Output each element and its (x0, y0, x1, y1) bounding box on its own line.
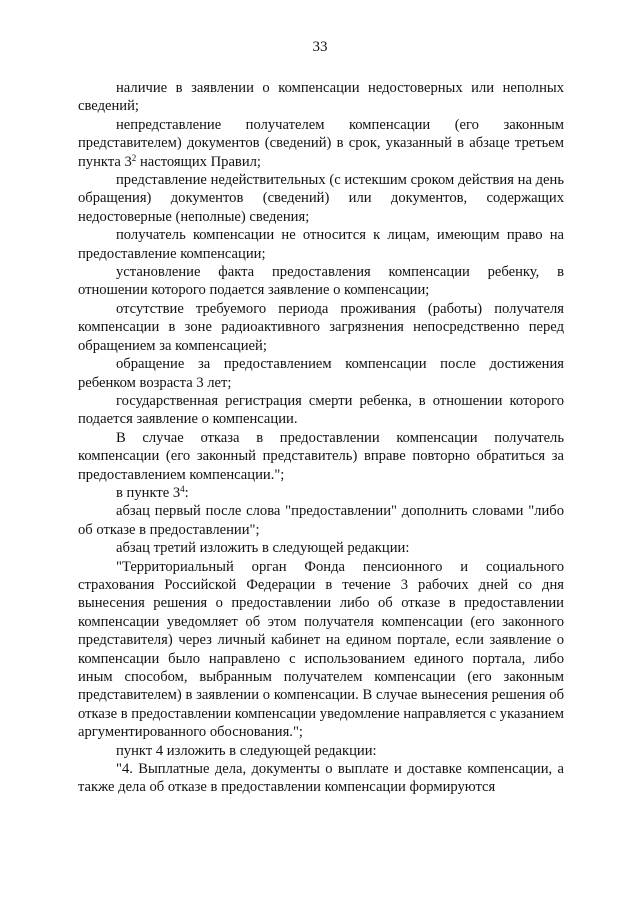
paragraph-11: абзац первый после слова "предоставлении" дополнить словами "либо об отказе в предоставлении"; (78, 503, 564, 538)
paragraph-10-text: в пункте 3 (116, 484, 181, 501)
paragraph-3: представление недействительных (с истекшим сроком действия на день обращения) документов (сведений) или документов, содержащих недостоверные (неполные) сведения; (78, 172, 564, 225)
paragraph-2-superscript: 2 (131, 152, 137, 163)
paragraph-7: обращение за предоставлением компенсации после достижения ребенком возраста 3 лет; (78, 356, 564, 391)
document-body (78, 79, 564, 797)
paragraph-2 (78, 116, 564, 171)
paragraph-1: наличие в заявлении о компенсации недостоверных или неполных сведений; (78, 80, 564, 115)
paragraph-9: В случае отказа в предоставлении компенсации получатель компенсации (его законный представитель) вправе повторно обратиться за предоставлением компенсации."; (78, 429, 564, 483)
paragraph-5: установление факта предоставления компенсации ребенку, в отношении которого подается заявление о компенсации; (78, 264, 564, 299)
paragraph-2-text: непредставление получателем компенсации (его законным представителем) документов (сведений) в срок, указанный в абзаце третьем пункта 3 (78, 116, 564, 170)
paragraph-15: "4. Выплатные дела, документы о выплате и доставке компенсации, а также дела об отказе в предоставлении компенсации формируются (78, 761, 564, 796)
paragraph-10-tail: : (184, 484, 189, 501)
paragraph-6: отсутствие требуемого периода проживания (работы) получателя компенсации в зоне радиоактивного загрязнения непосредственно перед обращением за компенсацией; (78, 300, 564, 354)
paragraph-10-superscript: 4 (180, 483, 185, 494)
paragraph-14: пункт 4 изложить в следующей редакции: (116, 742, 377, 759)
paragraph-8: государственная регистрация смерти ребенка, в отношении которого подается заявление о компенсации. (78, 392, 564, 428)
paragraph-12: абзац третий изложить в следующей редакции: (116, 540, 410, 557)
page-number: 33 (312, 39, 328, 55)
paragraph-10 (78, 484, 564, 502)
paragraph-4: получатель компенсации не относится к лицам, имеющим право на предоставление компенсации; (78, 227, 564, 262)
paragraph-2-tail: настоящих Правил; (136, 153, 261, 170)
paragraph-13: "Территориальный орган Фонда пенсионного и социального страхования Российской Федерации в течение 3 рабочих дней со дня вынесения решения о предоставлении либо об отказе в предоставлении компенсации уведомляет об этом получателя компенсации (его законного представителя) через личный кабинет на едином портале, если заявление о компенсации было направлено с использованием единого портала, либо иным способом, выбранным получателем компенсации (его законным представителем) в заявлении о компенсации. В случае вынесения решения об отказе в предоставлении компенсации уведомление направляется с указанием аргументированного обоснования."; (78, 558, 564, 741)
